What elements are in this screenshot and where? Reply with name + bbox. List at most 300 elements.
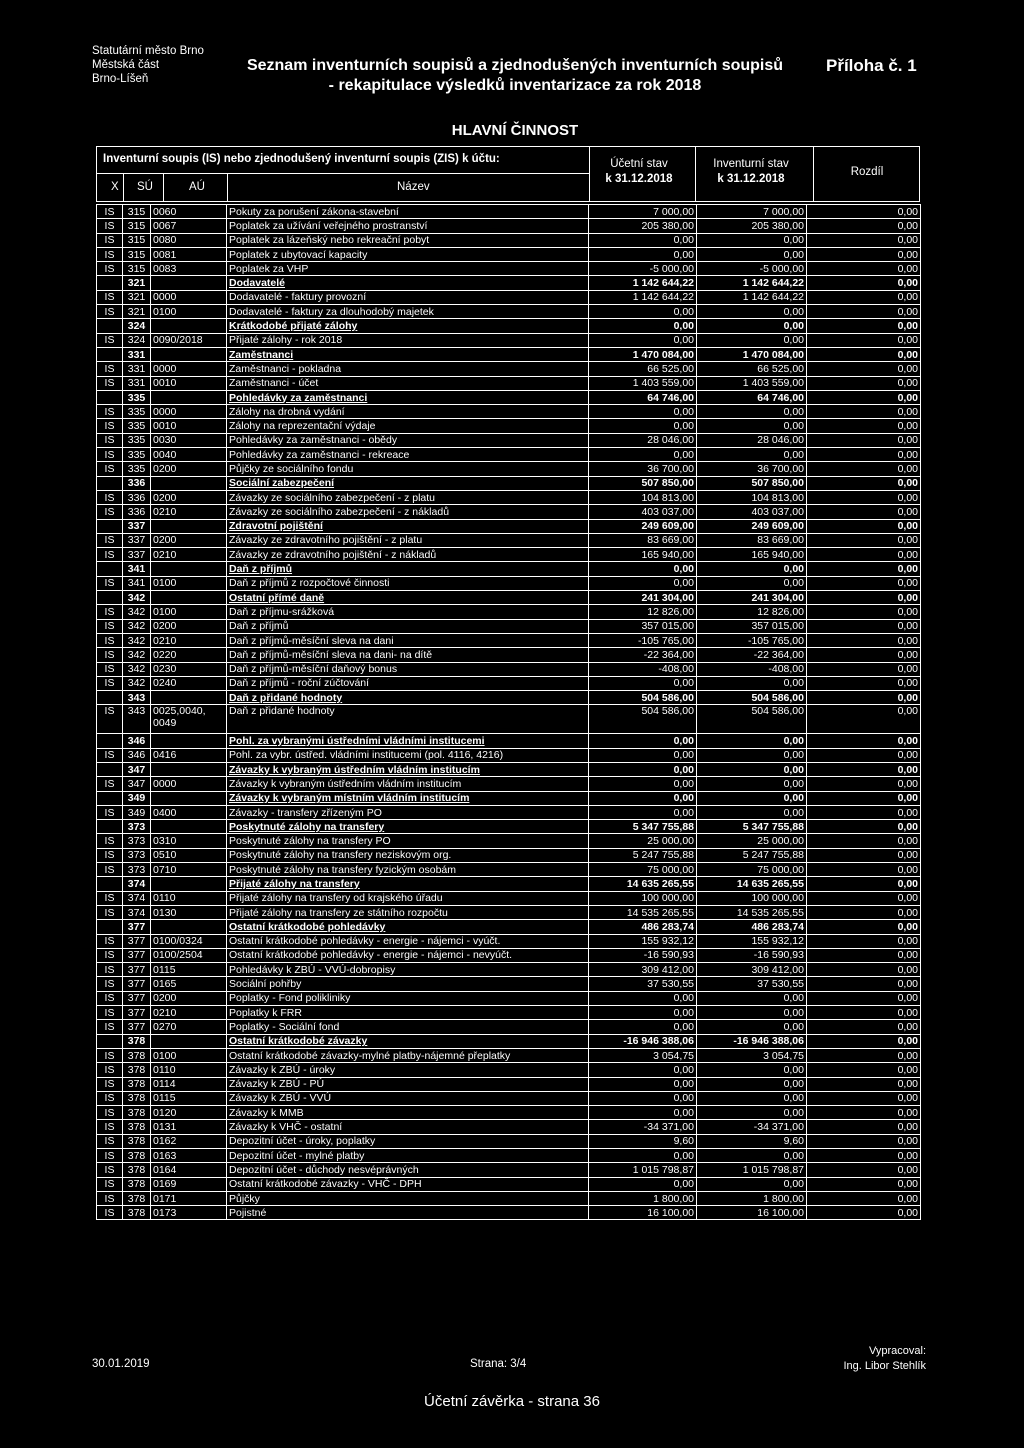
cell-rozdil: 0,00 (807, 1048, 921, 1062)
cell-rozdil: 0,00 (807, 591, 921, 605)
cell-su: 378 (123, 1063, 151, 1077)
col-nazev-header: Název (397, 181, 430, 193)
cell-rozdil: 0,00 (807, 963, 921, 977)
cell-invent: 1 142 644,22 (697, 276, 807, 290)
cell-invent: -22 364,00 (697, 648, 807, 662)
cell-x: IS (97, 1020, 123, 1034)
table-summary-row (97, 476, 921, 490)
cell-ucetni: 0,00 (589, 991, 697, 1005)
cell-ucetni: 0,00 (589, 319, 697, 333)
cell-invent: 5 347 755,88 (697, 820, 807, 834)
cell-rozdil: 0,00 (807, 319, 921, 333)
cell-name: Závazky ze zdravotního pojištění - z platu (227, 533, 589, 547)
cell-au: 0025,0040, 0049 (151, 705, 227, 734)
cell-x: IS (97, 805, 123, 819)
cell-x (97, 877, 123, 891)
cell-name: Závazky ze zdravotního pojištění - z nákladů (227, 548, 589, 562)
cell-rozdil: 0,00 (807, 462, 921, 476)
cell-name: Daň z přidané hodnoty (227, 691, 589, 705)
cell-au: 0100 (151, 1048, 227, 1062)
table-row (97, 290, 921, 304)
cell-name: Daň z příjmů-měsíční daňový bonus (227, 662, 589, 676)
cell-rozdil: 0,00 (807, 1106, 921, 1120)
table-row (97, 705, 921, 734)
cell-su: 373 (123, 848, 151, 862)
table-row (97, 548, 921, 562)
cell-x: IS (97, 977, 123, 991)
cell-name: Závazky k ZBÚ - úroky (227, 1063, 589, 1077)
cell-rozdil: 0,00 (807, 991, 921, 1005)
cell-au: 0270 (151, 1020, 227, 1034)
cell-ucetni: 403 037,00 (589, 505, 697, 519)
col-invent-header: Inventurní stav k 31.12.2018 (713, 158, 789, 185)
table-row (97, 1048, 921, 1062)
cell-invent: 1 800,00 (697, 1191, 807, 1205)
cell-invent: 0,00 (697, 1106, 807, 1120)
cell-ucetni: 0,00 (589, 562, 697, 576)
cell-rozdil: 0,00 (807, 863, 921, 877)
table-row (97, 676, 921, 690)
cell-su: 324 (123, 319, 151, 333)
cell-au: 0130 (151, 905, 227, 919)
cell-x: IS (97, 462, 123, 476)
cell-su: 324 (123, 333, 151, 347)
cell-su: 335 (123, 448, 151, 462)
cell-au: 0163 (151, 1149, 227, 1163)
cell-invent: 0,00 (697, 748, 807, 762)
table-row (97, 1077, 921, 1091)
cell-invent: 504 586,00 (697, 705, 807, 734)
cell-name: Daň z příjmů-měsíční sleva na dani- na dítě (227, 648, 589, 662)
cell-x: IS (97, 505, 123, 519)
cell-au (151, 920, 227, 934)
cell-au (151, 476, 227, 490)
cell-invent: 507 850,00 (697, 476, 807, 490)
cell-invent: 0,00 (697, 1063, 807, 1077)
cell-name: Ostatní krátkodobé závazky (227, 1034, 589, 1048)
cell-au: 0710 (151, 863, 227, 877)
cell-x (97, 276, 123, 290)
cell-rozdil: 0,00 (807, 1134, 921, 1148)
cell-invent: 100 000,00 (697, 891, 807, 905)
cell-ucetni: 0,00 (589, 1091, 697, 1105)
cell-invent: 504 586,00 (697, 691, 807, 705)
cell-name: Ostatní krátkodobé závazky - VHČ - DPH (227, 1177, 589, 1191)
cell-invent: 0,00 (697, 762, 807, 776)
cell-rozdil: 0,00 (807, 233, 921, 247)
cell-invent: 25 000,00 (697, 834, 807, 848)
cell-su: 378 (123, 1077, 151, 1091)
cell-name: Závazky ze sociálního zabezpečení - z platu (227, 490, 589, 504)
cell-ucetni: 0,00 (589, 1177, 697, 1191)
cell-name: Zálohy na drobná vydání (227, 405, 589, 419)
cell-su: 315 (123, 262, 151, 276)
cell-invent: 1 015 798,87 (697, 1163, 807, 1177)
cell-rozdil: 0,00 (807, 920, 921, 934)
cell-ucetni: -22 364,00 (589, 648, 697, 662)
cell-ucetni: 0,00 (589, 748, 697, 762)
cell-rozdil: 0,00 (807, 419, 921, 433)
cell-ucetni: 0,00 (589, 676, 697, 690)
cell-x: IS (97, 376, 123, 390)
cell-au (151, 591, 227, 605)
cell-x: IS (97, 1191, 123, 1205)
cell-ucetni: 507 850,00 (589, 476, 697, 490)
cell-ucetni: 1 470 084,00 (589, 347, 697, 361)
cell-rozdil: 0,00 (807, 1149, 921, 1163)
cell-rozdil: 0,00 (807, 290, 921, 304)
cell-au: 0510 (151, 848, 227, 862)
cell-su: 378 (123, 1034, 151, 1048)
cell-x: IS (97, 648, 123, 662)
cell-x (97, 347, 123, 361)
cell-rozdil: 0,00 (807, 333, 921, 347)
cell-name: Poplatky - Sociální fond (227, 1020, 589, 1034)
table-row (97, 748, 921, 762)
cell-rozdil: 0,00 (807, 262, 921, 276)
cell-x: IS (97, 1120, 123, 1134)
cell-su: 377 (123, 948, 151, 962)
cell-su: 336 (123, 505, 151, 519)
cell-su: 321 (123, 290, 151, 304)
cell-au: 0164 (151, 1163, 227, 1177)
cell-rozdil: 0,00 (807, 390, 921, 404)
cell-au: 0400 (151, 805, 227, 819)
cell-x: IS (97, 748, 123, 762)
cell-invent: 1 470 084,00 (697, 347, 807, 361)
cell-ucetni: 100 000,00 (589, 891, 697, 905)
cell-ucetni: 357 015,00 (589, 619, 697, 633)
cell-ucetni: -16 590,93 (589, 948, 697, 962)
cell-rozdil: 0,00 (807, 1206, 921, 1220)
cell-name: Pohledávky za zaměstnanci (227, 390, 589, 404)
cell-au (151, 276, 227, 290)
cell-name: Krátkodobé přijaté zálohy (227, 319, 589, 333)
cell-ucetni: -34 371,00 (589, 1120, 697, 1134)
table-row (97, 419, 921, 433)
cell-su: 335 (123, 419, 151, 433)
cell-rozdil: 0,00 (807, 605, 921, 619)
cell-au: 0083 (151, 262, 227, 276)
cell-su: 337 (123, 548, 151, 562)
cell-name: Pojistné (227, 1206, 589, 1220)
org-line: Brno-Líšeň (92, 73, 149, 85)
cell-rozdil: 0,00 (807, 347, 921, 361)
cell-su: 373 (123, 834, 151, 848)
cell-au: 0120 (151, 1106, 227, 1120)
cell-su: 377 (123, 934, 151, 948)
cell-invent: -16 946 388,06 (697, 1034, 807, 1048)
cell-invent: 12 826,00 (697, 605, 807, 619)
cell-ucetni: 25 000,00 (589, 834, 697, 848)
cell-name: Poskytnuté zálohy na transfery PO (227, 834, 589, 848)
cell-su: 341 (123, 562, 151, 576)
cell-invent: 0,00 (697, 805, 807, 819)
cell-ucetni: 83 669,00 (589, 533, 697, 547)
cell-invent: 0,00 (697, 1177, 807, 1191)
cell-rozdil: 0,00 (807, 977, 921, 991)
cell-x: IS (97, 1149, 123, 1163)
cell-au: 0200 (151, 619, 227, 633)
cell-x (97, 390, 123, 404)
cell-invent: 0,00 (697, 405, 807, 419)
cell-invent: 0,00 (697, 333, 807, 347)
cell-su: 377 (123, 1006, 151, 1020)
cell-su: 378 (123, 1191, 151, 1205)
cell-name: Zaměstnanci - pokladna (227, 362, 589, 376)
cell-name: Přijaté zálohy - rok 2018 (227, 333, 589, 347)
table-row (97, 205, 921, 219)
cell-name: Daň z příjmů (227, 562, 589, 576)
cell-rozdil: 0,00 (807, 362, 921, 376)
cell-name: Poplatek za užívání veřejného prostranství (227, 219, 589, 233)
cell-x: IS (97, 448, 123, 462)
table-row (97, 605, 921, 619)
cell-x: IS (97, 405, 123, 419)
cell-name: Závazky k vybraným ústředním vládním institucím (227, 762, 589, 776)
cell-name: Závazky k vybraným ústředním vládním institucím (227, 777, 589, 791)
cell-au: 0100 (151, 576, 227, 590)
cell-ucetni: 249 609,00 (589, 519, 697, 533)
table-summary-row (97, 734, 921, 748)
table-row (97, 262, 921, 276)
cell-rozdil: 0,00 (807, 1034, 921, 1048)
cell-x: IS (97, 777, 123, 791)
cell-invent: 0,00 (697, 319, 807, 333)
cell-rozdil: 0,00 (807, 505, 921, 519)
cell-su: 341 (123, 576, 151, 590)
cell-invent: 249 609,00 (697, 519, 807, 533)
table-row (97, 934, 921, 948)
cell-x: IS (97, 262, 123, 276)
cell-invent: 16 100,00 (697, 1206, 807, 1220)
cell-name: Ostatní krátkodobé pohledávky - energie - nájemci - vyúčt. (227, 934, 589, 948)
cell-invent: 0,00 (697, 247, 807, 261)
cell-name: Ostatní krátkodobé závazky-mylné platby-nájemné přeplatky (227, 1048, 589, 1062)
table-row (97, 977, 921, 991)
cell-ucetni: 5 247 755,88 (589, 848, 697, 862)
cell-su: 342 (123, 662, 151, 676)
cell-rozdil: 0,00 (807, 762, 921, 776)
cell-invent: 0,00 (697, 448, 807, 462)
cell-rozdil: 0,00 (807, 948, 921, 962)
cell-invent: 7 000,00 (697, 205, 807, 219)
cell-su: 342 (123, 605, 151, 619)
cell-invent: 3 054,75 (697, 1048, 807, 1062)
cell-invent: 0,00 (697, 562, 807, 576)
cell-invent: 165 940,00 (697, 548, 807, 562)
table-row (97, 333, 921, 347)
table-row (97, 891, 921, 905)
table-row (97, 863, 921, 877)
table-row (97, 505, 921, 519)
cell-x: IS (97, 948, 123, 962)
col-su-header: SÚ (137, 181, 153, 193)
cell-x (97, 519, 123, 533)
cell-ucetni: 64 746,00 (589, 390, 697, 404)
cell-name: Půjčky ze sociálního fondu (227, 462, 589, 476)
cell-rozdil: 0,00 (807, 805, 921, 819)
cell-rozdil: 0,00 (807, 662, 921, 676)
cell-au: 0081 (151, 247, 227, 261)
table-row (97, 448, 921, 462)
cell-rozdil: 0,00 (807, 433, 921, 447)
cell-au: 0173 (151, 1206, 227, 1220)
cell-au (151, 1034, 227, 1048)
cell-su: 346 (123, 748, 151, 762)
cell-invent: 0,00 (697, 419, 807, 433)
cell-name: Závazky k vybraným místním vládním institucím (227, 791, 589, 805)
cell-name: Daň z příjmů - roční zúčtování (227, 676, 589, 690)
table-row (97, 1063, 921, 1077)
cell-x: IS (97, 705, 123, 734)
cell-invent: 14 535 265,55 (697, 905, 807, 919)
cell-su: 342 (123, 619, 151, 633)
cell-rozdil: 0,00 (807, 619, 921, 633)
cell-invent: 104 813,00 (697, 490, 807, 504)
cell-ucetni: 1 403 559,00 (589, 376, 697, 390)
cell-su: 337 (123, 519, 151, 533)
table-row (97, 648, 921, 662)
cell-su: 373 (123, 863, 151, 877)
cell-au: 0100 (151, 305, 227, 319)
cell-rozdil: 0,00 (807, 691, 921, 705)
cell-invent: -408,00 (697, 662, 807, 676)
cell-name: Poplatky - Fond polikliniky (227, 991, 589, 1005)
cell-name: Daň z příjmů (227, 619, 589, 633)
cell-invent: 66 525,00 (697, 362, 807, 376)
cell-invent: 0,00 (697, 1020, 807, 1034)
cell-name: Pohledávky za zaměstnanci - rekreace (227, 448, 589, 462)
cell-rozdil: 0,00 (807, 476, 921, 490)
cell-rozdil: 0,00 (807, 748, 921, 762)
cell-au (151, 734, 227, 748)
cell-su: 378 (123, 1106, 151, 1120)
cell-au: 0110 (151, 891, 227, 905)
cell-name: Závazky ze sociálního zabezpečení - z nákladů (227, 505, 589, 519)
cell-x: IS (97, 619, 123, 633)
cell-x: IS (97, 963, 123, 977)
cell-su: 346 (123, 734, 151, 748)
cell-name: Pohl. za vybr. ústřed. vládními institucemi (pol. 4116, 4216) (227, 748, 589, 762)
cell-rozdil: 0,00 (807, 1006, 921, 1020)
cell-rozdil: 0,00 (807, 405, 921, 419)
cell-x (97, 820, 123, 834)
table-row (97, 777, 921, 791)
cell-su: 374 (123, 905, 151, 919)
cell-name: Ostatní krátkodobé pohledávky - energie - nájemci - nevyúčt. (227, 948, 589, 962)
cell-x: IS (97, 633, 123, 647)
cell-x: IS (97, 576, 123, 590)
prepared-name: Ing. Libor Stehlík (843, 1360, 926, 1372)
cell-name: Depozitní účet - mylné platby (227, 1149, 589, 1163)
cell-ucetni: 5 347 755,88 (589, 820, 697, 834)
cell-au (151, 691, 227, 705)
cell-rozdil: 0,00 (807, 834, 921, 848)
cell-x: IS (97, 1163, 123, 1177)
cell-au: 0030 (151, 433, 227, 447)
cell-ucetni: 12 826,00 (589, 605, 697, 619)
cell-name: Depozitní účet - úroky, poplatky (227, 1134, 589, 1148)
cell-su: 321 (123, 305, 151, 319)
cell-su: 331 (123, 347, 151, 361)
cell-rozdil: 0,00 (807, 848, 921, 862)
cell-invent: 1 403 559,00 (697, 376, 807, 390)
table-row (97, 1091, 921, 1105)
cell-ucetni: 14 635 265,55 (589, 877, 697, 891)
cell-rozdil: 0,00 (807, 219, 921, 233)
cell-ucetni: 0,00 (589, 233, 697, 247)
cell-ucetni: 0,00 (589, 1006, 697, 1020)
cell-au: 0100/0324 (151, 934, 227, 948)
table-row (97, 848, 921, 862)
cell-invent: 0,00 (697, 1006, 807, 1020)
table-summary-row (97, 920, 921, 934)
cell-rozdil: 0,00 (807, 820, 921, 834)
cell-au: 0162 (151, 1134, 227, 1148)
table-row (97, 405, 921, 419)
table-header (96, 146, 920, 202)
table-row (97, 1191, 921, 1205)
cell-au: 0110 (151, 1063, 227, 1077)
cell-invent: 1 142 644,22 (697, 290, 807, 304)
cell-rozdil: 0,00 (807, 905, 921, 919)
cell-au: 0000 (151, 290, 227, 304)
cell-name: Půjčky (227, 1191, 589, 1205)
col-ucetni-header: Účetní stav k 31.12.2018 (605, 158, 673, 185)
cell-ucetni: -5 000,00 (589, 262, 697, 276)
cell-ucetni: 205 380,00 (589, 219, 697, 233)
cell-rozdil: 0,00 (807, 247, 921, 261)
cell-ucetni: -408,00 (589, 662, 697, 676)
table-summary-row (97, 319, 921, 333)
cell-x (97, 734, 123, 748)
cell-su: 374 (123, 891, 151, 905)
subtitle: HLAVNÍ ČINNOST (451, 122, 579, 139)
cell-rozdil: 0,00 (807, 533, 921, 547)
cell-invent: 0,00 (697, 734, 807, 748)
cell-su: 342 (123, 648, 151, 662)
cell-au: 0010 (151, 376, 227, 390)
cell-ucetni: 28 046,00 (589, 433, 697, 447)
cell-su: 378 (123, 1091, 151, 1105)
cell-rozdil: 0,00 (807, 1091, 921, 1105)
cell-su: 377 (123, 1020, 151, 1034)
cell-au (151, 762, 227, 776)
cell-ucetni: 0,00 (589, 448, 697, 462)
cell-au: 0310 (151, 834, 227, 848)
cell-ucetni: 0,00 (589, 791, 697, 805)
cell-x (97, 920, 123, 934)
cell-ucetni: 14 535 265,55 (589, 905, 697, 919)
cell-name: Poplatky k FRR (227, 1006, 589, 1020)
cell-ucetni: 0,00 (589, 419, 697, 433)
cell-au: 0210 (151, 548, 227, 562)
cell-ucetni: 104 813,00 (589, 490, 697, 504)
cell-ucetni: 0,00 (589, 1063, 697, 1077)
cell-au: 0210 (151, 1006, 227, 1020)
cell-su: 331 (123, 376, 151, 390)
cell-au: 0114 (151, 1077, 227, 1091)
inventory-table (96, 146, 920, 1220)
cell-au: 0200 (151, 991, 227, 1005)
cell-invent: 5 247 755,88 (697, 848, 807, 862)
cell-x (97, 762, 123, 776)
cell-name: Závazky k VHČ - ostatní (227, 1120, 589, 1134)
table-summary-row (97, 1034, 921, 1048)
cell-au (151, 791, 227, 805)
cell-su: 349 (123, 791, 151, 805)
